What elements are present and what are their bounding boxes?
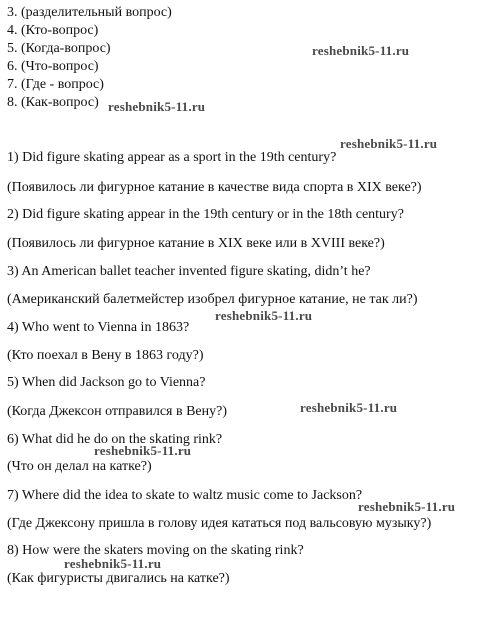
watermark: reshebnik5-11.ru <box>108 99 206 114</box>
watermark: reshebnik5-11.ru <box>94 443 192 458</box>
watermark: reshebnik5-11.ru <box>340 136 438 151</box>
question-4-english: 4) Who went to Vienna in 1863? <box>7 320 190 335</box>
watermark: reshebnik5-11.ru <box>358 499 456 514</box>
watermark: reshebnik5-11.ru <box>300 400 398 415</box>
question-7-russian: (Где Джексону пришла в голову идея кататься под вальсовую музыку?) <box>7 516 432 531</box>
question-8-english: 8) How were the skaters moving on the skating rink? <box>7 543 304 558</box>
question-4-russian: (Кто поехал в Вену в 1863 году?) <box>7 348 204 363</box>
question-6-russian: (Что он делал на катке?) <box>7 459 152 474</box>
question-1-english: 1) Did figure skating appear as a sport in the 19th century? <box>7 150 337 165</box>
question-6-english: 6) What did he do on the skating rink? <box>7 432 223 447</box>
question-8-russian: (Как фигуристы двигались на катке?) <box>7 571 230 586</box>
list-item-5: 5. (Когда-вопрос) <box>7 41 111 56</box>
question-2-english: 2) Did figure skating appear in the 19th century or in the 18th century? <box>7 207 404 222</box>
question-7-english: 7) Where did the idea to skate to waltz music come to Jackson? <box>7 488 363 503</box>
question-3-russian: (Американский балетмейстер изобрел фигурное катание, не так ли?) <box>7 292 418 307</box>
list-item-4: 4. (Кто-вопрос) <box>7 23 99 38</box>
question-2-russian: (Появилось ли фигурное катание в XIX веке или в XVIII веке?) <box>7 236 385 251</box>
list-item-8: 8. (Как-вопрос) <box>7 95 99 110</box>
watermark: reshebnik5-11.ru <box>64 556 162 571</box>
watermark: reshebnik5-11.ru <box>312 43 410 58</box>
question-3-english: 3) An American ballet teacher invented figure skating, didn’t he? <box>7 264 371 279</box>
list-item-7: 7. (Где - вопрос) <box>7 77 104 92</box>
question-5-russian: (Когда Джексон отправился в Вену?) <box>7 404 228 419</box>
watermark: reshebnik5-11.ru <box>215 308 313 323</box>
list-item-6: 6. (Что-вопрос) <box>7 59 99 74</box>
question-5-english: 5) When did Jackson go to Vienna? <box>7 375 206 390</box>
question-1-russian: (Появилось ли фигурное катание в качестве вида спорта в XIX веке?) <box>7 180 422 195</box>
list-item-3: 3. (разделительный вопрос) <box>7 5 172 20</box>
